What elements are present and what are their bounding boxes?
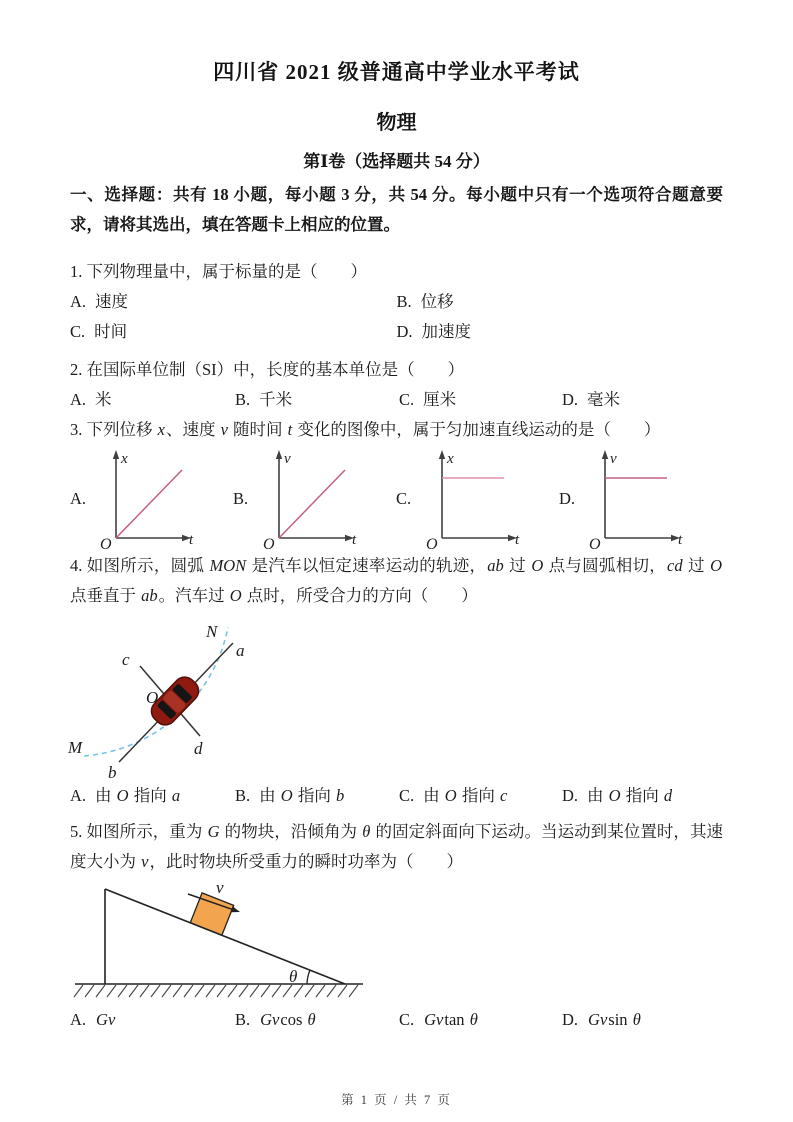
option-text: Gvcos θ [260, 1009, 316, 1029]
origin-label: O [100, 535, 112, 550]
q1-options-row-2 [70, 317, 723, 347]
option-label: A. [70, 389, 87, 409]
plot-line-diagonal [279, 470, 345, 538]
angle-arc [307, 970, 310, 984]
label-b: b [108, 762, 117, 781]
q4-option-d [562, 781, 673, 811]
velocity-label: v [216, 880, 224, 897]
q4-option-a [70, 781, 235, 811]
label-M: M [68, 737, 83, 757]
question-4 [70, 551, 723, 811]
y-axis-arrow [276, 450, 282, 459]
q1-option-d [397, 317, 724, 347]
option-label: C. [399, 1009, 415, 1029]
q2-option-a [70, 385, 235, 415]
section-heading: 第Ⅰ卷（选择题共 54 分） [303, 152, 490, 171]
option-text: 位移 [420, 291, 454, 311]
option-label: C. [70, 321, 86, 341]
option-text: 厘米 [423, 389, 457, 409]
label-d: d [194, 738, 203, 758]
q4-option-b [235, 781, 399, 811]
q1-options-row-1 [70, 287, 723, 317]
q2-option-b [235, 385, 399, 415]
q5-option-d [562, 1005, 642, 1035]
option-text: 速度 [95, 291, 129, 311]
origin-label: O [426, 535, 438, 550]
label-c: c [122, 649, 130, 669]
option-label: D. [396, 321, 413, 341]
origin-label: O [263, 535, 275, 550]
q4-option-c [399, 781, 562, 811]
option-label: B. [396, 291, 412, 311]
option-label: C. [399, 389, 415, 409]
graph-b-label: B. [233, 488, 249, 508]
instructions: 一、选择题：共有 18 小题，每小题 3 分，共 54 分。每小题中只有一个选项符合题意要求，请将其选出，填在答题卡上相应的位置。 [70, 185, 723, 234]
y-axis-label: x [121, 450, 128, 467]
q2-option-d [562, 385, 620, 415]
y-axis-arrow [602, 450, 608, 459]
graph-c-label: C. [396, 488, 412, 508]
q1-option-c [70, 317, 397, 347]
graph-a [70, 447, 233, 551]
q5-option-b [235, 1005, 399, 1035]
question-5 [70, 817, 723, 1035]
label-O: O [146, 687, 159, 707]
question-3-stem: 3. 下列位移 x、速度 v 随时间 t 变化的图像中，属于匀加速直线运动的是（ ） [70, 419, 661, 439]
label-a: a [236, 640, 245, 660]
option-label: C. [399, 785, 415, 805]
option-text: Gvsin θ [588, 1009, 641, 1029]
angle-label: θ [289, 966, 298, 986]
option-label: A. [70, 785, 87, 805]
origin-label: O [589, 535, 601, 550]
graph-a-label: A. [70, 488, 87, 508]
x-axis-label: t [189, 531, 194, 548]
option-label: D. [562, 1009, 579, 1029]
y-axis-label: x [447, 450, 454, 467]
y-axis-arrow [113, 450, 119, 459]
page-title: 四川省 2021 级普通高中学业水平考试 [213, 60, 580, 84]
question-3 [70, 415, 723, 551]
option-label: B. [235, 785, 251, 805]
option-text: 加速度 [421, 321, 472, 341]
question-4-stem: 4. 如图所示，圆弧 MON 是汽车以恒定速率运动的轨迹，ab 过 O 点与圆弧相切，cd 过 O 点垂直于 ab。汽车过 O 点时，所受合力的方向（ ） [70, 555, 723, 605]
option-label: D. [562, 785, 579, 805]
q4-figure [56, 613, 336, 781]
option-text: 由 O 指向 c [423, 785, 508, 805]
x-axis-label: t [352, 531, 357, 548]
q5-options-row [70, 1005, 723, 1035]
option-text: 由 O 指向 d [587, 785, 673, 805]
q5-option-c [399, 1005, 562, 1035]
question-1 [70, 257, 723, 347]
q2-option-c [399, 385, 562, 415]
x-axis-label: t [515, 531, 520, 548]
graph-b [233, 447, 396, 551]
y-axis-arrow [439, 450, 445, 459]
option-text: Gvtan θ [424, 1009, 478, 1029]
option-text: Gv [96, 1009, 116, 1029]
label-N: N [206, 621, 218, 641]
option-label: B. [235, 1009, 251, 1029]
question-2 [70, 355, 723, 415]
subject-title: 物理 [376, 112, 417, 134]
graph-c-svg [418, 448, 526, 550]
graph-d-svg [581, 448, 689, 550]
y-axis-label: v [284, 450, 291, 467]
q4-options-row [70, 781, 723, 811]
q3-graphs-row [70, 447, 723, 551]
ground-hatching [74, 985, 358, 997]
option-label: B. [235, 389, 251, 409]
question-1-stem: 1. 下列物理量中，属于标量的是（ ） [70, 261, 367, 281]
option-text: 千米 [259, 389, 293, 409]
graph-c [396, 447, 559, 551]
option-text: 米 [95, 389, 112, 409]
option-text: 毫米 [587, 389, 621, 409]
option-label: A. [70, 1009, 87, 1029]
option-label: D. [562, 389, 579, 409]
q5-figure [70, 881, 370, 1005]
option-text: 由 O 指向 a [95, 785, 181, 805]
graph-a-svg [92, 448, 200, 550]
graph-d-label: D. [559, 488, 576, 508]
graph-d [559, 447, 722, 551]
plot-line-diagonal [116, 470, 182, 538]
option-text: 由 O 指向 b [259, 785, 345, 805]
block [190, 892, 233, 934]
question-5-stem: 5. 如图所示，重为 G 的物块，沿倾角为 θ 的固定斜面向下运动。当运动到某位置时，其速度大小为 v，此时物块所受重力的瞬时功率为（ ） [70, 821, 724, 871]
graph-b-svg [255, 448, 363, 550]
q5-option-a [70, 1005, 235, 1035]
page-number-footer: 第 1 页 / 共 7 页 [341, 1093, 452, 1107]
q1-option-a [70, 287, 397, 317]
q2-options-row [70, 385, 723, 415]
q1-option-b [397, 287, 724, 317]
option-text: 时间 [94, 321, 128, 341]
y-axis-label: v [610, 450, 617, 467]
x-axis-label: t [678, 531, 683, 548]
option-label: A. [70, 291, 87, 311]
question-2-stem: 2. 在国际单位制（SI）中，长度的基本单位是（ ） [70, 359, 465, 379]
